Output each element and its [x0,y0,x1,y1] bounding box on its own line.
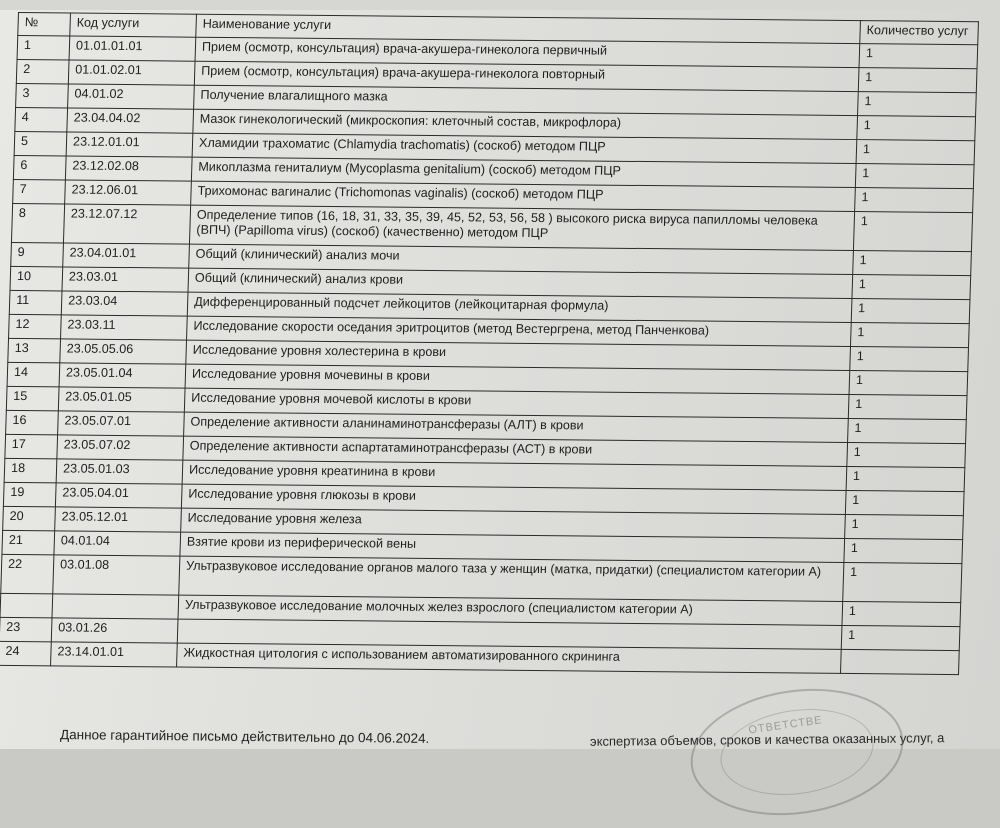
service-name: Взятие крови из периферической вены [180,532,845,562]
service-name: Исследование уровня глюкозы в крови [181,484,846,514]
row-number: 7 [13,179,66,203]
service-quantity: 1 [857,116,976,141]
row-number: 19 [3,482,56,506]
service-name: Исследование скорости оседания эритроцитов (метод Вестергрена, метод Панченкова) [187,316,852,346]
service-code: 23.04.04.02 [67,108,194,133]
row-number: 8 [11,203,64,242]
service-quantity [840,649,959,674]
service-name: Мазок гинекологический (микроскопия: клеточный состав, микрофлора) [193,109,858,139]
service-code: 23.03.11 [61,315,188,340]
service-name: Исследование уровня мочевины в крови [185,364,850,394]
row-number: 12 [9,314,62,338]
page-top-edge [0,0,1000,10]
header-number: № [18,13,71,36]
stamp-text: ОТВЕТСТВЕ [747,714,824,737]
row-number: 22 [1,554,54,593]
service-code: 04.01.04 [54,531,181,556]
service-quantity: 1 [853,212,972,252]
row-number: 14 [7,362,60,386]
service-code: 23.05.07.02 [57,435,184,460]
service-quantity: 1 [851,299,970,324]
row-number: 24 [0,641,51,665]
service-code: 23.05.07.01 [58,411,185,436]
row-number: 1 [17,35,70,59]
service-name: Определение активности аланинаминотрансферазы (АЛТ) в крови [184,412,849,442]
service-quantity: 1 [856,140,975,165]
service-name: Дифференцированный подсчет лейкоцитов (лейкоцитарная формула) [187,292,852,322]
row-number: 23 [0,617,52,641]
service-name: Прием (осмотр, консультация) врача-акушера-гинеколога повторный [194,61,859,91]
service-code: 23.03.01 [62,267,189,292]
row-number: 2 [16,59,69,83]
service-code: 01.01.01.01 [69,36,196,61]
service-code: 03.01.08 [53,555,180,595]
service-quantity: 1 [845,514,964,539]
footer-text-fragment: экспертиза объемов, сроков и качества оказанных услуг, а [589,730,945,749]
row-number: 21 [2,530,55,554]
service-code: 01.01.02.01 [68,60,195,85]
stamp-inner-ring [715,700,879,805]
service-quantity: 1 [841,625,960,650]
row-number: 15 [6,386,59,410]
service-quantity: 1 [844,538,963,563]
service-quantity: 1 [853,251,972,276]
row-number: 5 [14,131,67,155]
header-quantity: Количество услуг [860,21,979,45]
service-name: Трихомонас вагиналис (Trichomonas vaginalis) (соскоб) методом ПЦР [191,181,856,211]
service-quantity: 1 [846,466,965,491]
service-code: 04.01.02 [68,84,195,109]
row-number: 11 [9,290,62,314]
row-number: 6 [13,155,66,179]
validity-statement: Данное гарантийное письмо действительно до 04.06.2024. [59,727,430,746]
service-name: Исследование уровня железа [181,508,846,538]
service-name: Жидкостная цитология с использованием автоматизированного скрининга [177,643,842,673]
service-name: Микоплазма гениталиум (Mycoplasma genitalium) (соскоб) методом ПЦР [191,157,856,187]
service-quantity: 1 [855,164,974,189]
row-number: 20 [3,506,56,530]
service-code: 23.12.06.01 [65,180,192,205]
row-number [0,593,53,617]
service-code: 23.05.01.03 [56,459,183,484]
service-code: 23.04.01.01 [63,243,190,268]
service-code: 23.05.05.06 [60,339,187,364]
service-quantity: 1 [855,188,974,213]
row-number: 16 [6,410,59,434]
row-number: 13 [8,338,61,362]
service-code [52,594,179,619]
service-quantity: 1 [858,68,977,93]
service-name: Получение влагалищного мазка [194,85,859,115]
service-name: Общий (клинический) анализ крови [188,268,853,298]
service-quantity: 1 [847,442,966,467]
service-name: Определение активности аспартатаминотрансферазы (АСТ) в крови [183,436,848,466]
service-name: Ультразвуковое исследование молочных желез взрослого (специалистом категории А) [178,595,843,625]
row-number: 10 [10,266,63,290]
service-name: Определение типов (16, 18, 31, 33, 35, 39, 45, 52, 53, 56, 58 ) высокого риска вируса папилломы человека (ВПЧ) (Papilloma virus) (соскоб) (качественно) методом ПЦР [189,205,854,250]
service-quantity: 1 [842,601,961,626]
row-number: 17 [5,434,58,458]
service-quantity: 1 [859,44,978,69]
header-service-code: Код услуги [70,13,197,37]
service-code: 23.12.07.12 [63,204,190,244]
service-quantity: 1 [848,418,967,443]
service-code: 23.12.01.01 [66,132,193,157]
service-name: Общий (клинический) анализ мочи [189,244,854,274]
service-quantity: 1 [848,394,967,419]
service-code: 23.05.12.01 [55,507,182,532]
service-code: 03.01.26 [51,618,178,643]
service-quantity: 1 [849,371,968,396]
service-quantity: 1 [850,347,969,372]
service-quantity: 1 [843,562,962,602]
service-quantity: 1 [850,323,969,348]
service-name: Исследование уровня креатинина в крови [182,460,847,490]
row-number: 18 [4,458,57,482]
row-number: 9 [11,242,64,266]
service-code: 23.05.04.01 [55,483,182,508]
header-service-name: Наименование услуги [196,14,861,43]
service-name: Исследование уровня холестерина в крови [186,340,851,370]
service-name: Исследование уровня мочевой кислоты в крови [184,388,849,418]
service-code: 23.05.01.05 [58,387,185,412]
services-table [0,12,979,675]
service-quantity: 1 [852,275,971,300]
row-number: 3 [16,83,69,107]
service-quantity: 1 [845,490,964,515]
service-quantity: 1 [858,92,977,117]
service-code: 23.05.01.04 [59,363,186,388]
service-code: 23.03.04 [61,291,188,316]
service-code: 23.12.02.08 [65,156,192,181]
service-name: Прием (осмотр, консультация) врача-акушера-гинеколога первичный [195,37,860,67]
service-code: 23.14.01.01 [51,642,178,667]
service-name: Хламидии трахоматис (Chlamydia trachomatis) (соскоб) методом ПЦР [192,133,857,163]
row-number: 4 [15,107,68,131]
service-name: Ультразвуковое исследование органов малого таза у женщин (матка, придатки) (специалистом категории А) [179,556,844,601]
